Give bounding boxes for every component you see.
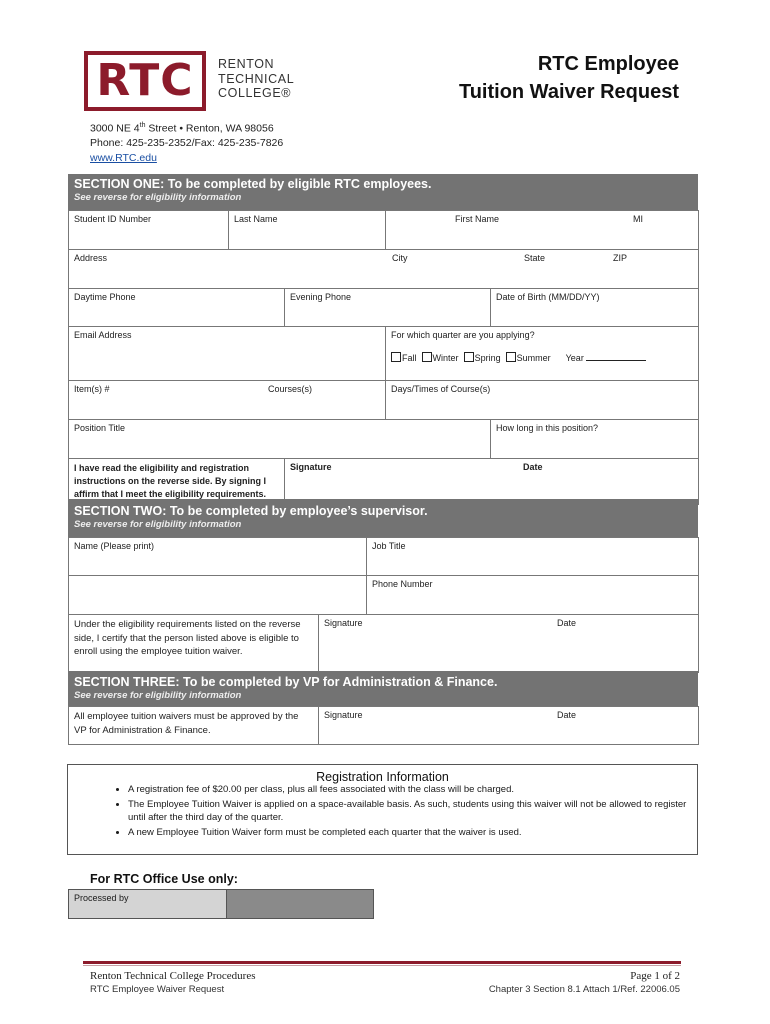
city-label: City <box>392 253 408 263</box>
how-long-field[interactable] <box>491 420 699 459</box>
days-times-field[interactable] <box>386 381 699 420</box>
phone-fax: Phone: 425-235-2352/Fax: 425-235-7826 <box>90 137 284 149</box>
section-three-title: SECTION THREE: To be completed by VP for Administration & Finance. <box>74 675 498 689</box>
processed-by-field[interactable] <box>227 890 373 918</box>
daytime-phone-label: Daytime Phone <box>74 292 136 302</box>
section-three-table <box>68 706 699 745</box>
section-two-header <box>68 499 698 537</box>
courses-label: Courses(s) <box>268 384 313 394</box>
evening-phone-label: Evening Phone <box>290 292 352 302</box>
mi-label: MI <box>633 214 644 224</box>
summer-checkbox[interactable] <box>506 352 516 362</box>
logo-wordmark <box>218 57 294 101</box>
employee-signature-field[interactable] <box>285 459 699 505</box>
employee-date-label: Date <box>523 462 543 472</box>
year-label: Year <box>565 353 584 363</box>
email-label: Email Address <box>74 330 132 340</box>
vp-signature-label: Signature <box>324 710 363 720</box>
footer-procedures: Renton Technical College Procedures <box>90 970 256 982</box>
supervisor-name-field[interactable] <box>69 538 367 576</box>
registration-list <box>108 783 688 840</box>
student-id-field[interactable] <box>69 211 229 250</box>
daytime-phone-field[interactable] <box>69 289 285 327</box>
office-use-title: For RTC Office Use only: <box>90 872 238 886</box>
items-label: Item(s) # <box>74 384 110 394</box>
college-address <box>90 119 283 165</box>
office-use-box <box>68 889 374 919</box>
address-sup: th <box>139 122 146 129</box>
items-courses-field[interactable] <box>69 381 386 420</box>
logo-word: TECHNICAL <box>218 71 295 86</box>
footer-rule <box>83 961 681 964</box>
winter-label: Winter <box>432 353 459 363</box>
winter-checkbox[interactable] <box>422 352 432 362</box>
how-long-label: How long in this position? <box>496 423 599 433</box>
supervisor-name-label: Name (Please print) <box>74 541 155 551</box>
blank-cell <box>69 576 367 615</box>
title-line-1: RTC Employee <box>537 53 679 75</box>
supervisor-signature-label: Signature <box>324 618 363 628</box>
affirm-text: I have read the eligibility and registration instructions on the reverse side. By signing I affirm that I meet the eligibility requirements. <box>74 463 267 499</box>
fall-label: Fall <box>402 353 417 363</box>
fall-checkbox[interactable] <box>391 352 401 362</box>
title-line-2: Tuition Waiver Request <box>458 81 679 103</box>
job-title-label: Job Title <box>372 541 406 551</box>
supervisor-phone-field[interactable] <box>367 576 699 615</box>
address-street: Street • Renton, WA 98056 <box>145 122 274 135</box>
supervisor-phone-label: Phone Number <box>372 579 433 589</box>
approval-text-cell <box>69 707 319 745</box>
affirm-text-cell <box>69 459 285 505</box>
last-name-label: Last Name <box>234 214 278 224</box>
logo-word: RENTON <box>218 57 275 71</box>
spring-checkbox[interactable] <box>464 352 474 362</box>
section-one-header <box>68 174 698 210</box>
email-field[interactable] <box>69 327 386 381</box>
logo-text: RTC <box>96 55 194 106</box>
approval-text: All employee tuition waivers must be approved by the VP for Administration & Finance. <box>74 711 299 736</box>
footer-rule-thin <box>83 965 681 966</box>
section-one-subtitle: See reverse for eligibility information <box>74 192 242 203</box>
footer-doc-name: RTC Employee Waiver Request <box>90 984 225 995</box>
address-field[interactable] <box>69 250 699 289</box>
first-name-field[interactable] <box>386 211 699 250</box>
spring-label: Spring <box>474 353 501 363</box>
position-title-field[interactable] <box>69 420 491 459</box>
student-id-label: Student ID Number <box>74 214 152 224</box>
days-times-label: Days/Times of Course(s) <box>391 384 491 394</box>
position-title-label: Position Title <box>74 423 126 433</box>
registration-title: Registration Information <box>316 770 449 784</box>
section-three-header <box>68 671 698 706</box>
supervisor-date-label: Date <box>557 618 577 628</box>
evening-phone-field[interactable] <box>285 289 491 327</box>
quarter-field <box>386 327 699 381</box>
vp-signature-field[interactable] <box>319 707 699 745</box>
quarter-options <box>391 352 693 363</box>
website-link[interactable]: www.RTC.edu <box>90 151 157 164</box>
dob-label: Date of Birth (MM/DD/YY) <box>496 292 600 302</box>
list-item: • The Employee Tuition Waiver is applied on a space-available basis. As such, students using this waiver will not be allowed to register until after the third day of the quarter. <box>128 798 688 825</box>
address-label: Address <box>74 253 108 263</box>
processed-by-label: Processed by <box>69 890 227 918</box>
address-number: 3000 NE 4 <box>90 122 140 135</box>
certify-text: Under the eligibility requirements listed on the reverse side, I certify that the person listed above is eligible to enroll using the employee tuition waiver. <box>74 619 301 657</box>
quarter-question: For which quarter are you applying? <box>391 330 535 340</box>
footer-page-number: Page 1 of 2 <box>630 970 680 982</box>
section-two-title: SECTION TWO: To be completed by employee’s supervisor. <box>74 504 428 518</box>
street-address <box>90 119 283 136</box>
rtc-logo <box>84 51 206 111</box>
section-two-table <box>68 537 699 673</box>
employee-signature-label: Signature <box>290 462 332 472</box>
certify-text-cell <box>69 615 319 673</box>
summer-label: Summer <box>516 353 551 363</box>
first-name-label: First Name <box>455 214 500 224</box>
job-title-field[interactable] <box>367 538 699 576</box>
last-name-field[interactable] <box>229 211 386 250</box>
section-one-table <box>68 210 699 505</box>
footer-reference: Chapter 3 Section 8.1 Attach 1/Ref. 22006.05 <box>488 984 680 995</box>
section-three-subtitle: See reverse for eligibility information <box>74 690 242 701</box>
supervisor-signature-field[interactable] <box>319 615 699 673</box>
section-two-subtitle: See reverse for eligibility information <box>74 519 242 530</box>
registration-info-box <box>67 764 698 855</box>
logo-word: COLLEGE® <box>218 86 292 100</box>
list-item: • A registration fee of $20.00 per class, plus all fees associated with the class will be charged. <box>128 783 688 797</box>
year-input[interactable] <box>586 360 646 361</box>
vp-date-label: Date <box>557 710 577 720</box>
state-label: State <box>524 253 546 263</box>
form-title <box>459 50 679 106</box>
list-item: • A new Employee Tuition Waiver form must be completed each quarter that the waiver is used. <box>128 826 688 840</box>
dob-field[interactable] <box>491 289 699 327</box>
zip-label: ZIP <box>613 253 628 263</box>
section-one-title: SECTION ONE: To be completed by eligible RTC employees. <box>74 177 432 191</box>
